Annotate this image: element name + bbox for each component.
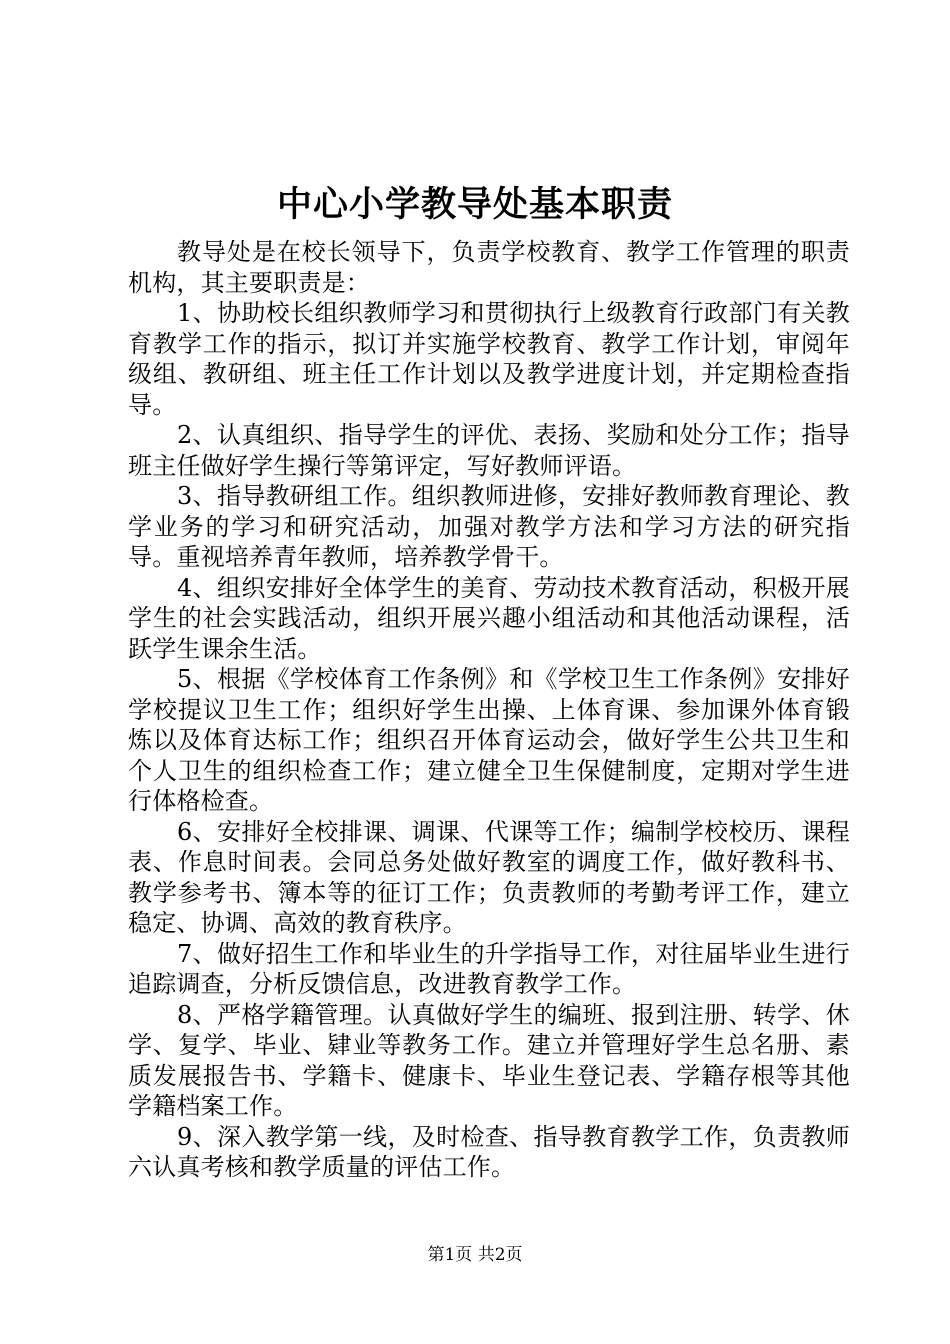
document-body (128, 237, 850, 1183)
duty-paragraph-7: 7、做好招生工作和毕业生的升学指导工作，对往届毕业生进行追踪调查，分析反馈信息，改进教育教学工作。 (128, 939, 850, 998)
duty-paragraph-2: 2、认真组织、指导学生的评优、表扬、奖励和处分工作；指导班主任做好学生操行等第评定，写好教师评语。 (128, 421, 850, 480)
duty-paragraph-4: 4、组织安排好全体学生的美育、劳动技术教育活动，积极开展学生的社会实践活动，组织开展兴趣小组活动和其他活动课程，活跃学生课余生活。 (128, 573, 850, 663)
page-number-footer: 第1页 共2页 (427, 1245, 523, 1265)
duty-paragraph-9: 9、深入教学第一线，及时检查、指导教育教学工作，负责教师六认真考核和教学质量的评估工作。 (128, 1122, 850, 1181)
duty-paragraph-5: 5、根据《学校体育工作条例》和《学校卫生工作条例》安排好学校提议卫生工作；组织好学生出操、上体育课、参加课外体育锻炼以及体育达标工作；组织召开体育运动会，做好学生公共卫生和个人卫生的组织检查工作；建立健全卫生保健制度，定期对学生进行体格检查。 (128, 665, 850, 815)
duty-paragraph-6: 6、安排好全校排课、调课、代课等工作；编制学校校历、课程表、作息时间表。会同总务处做好教室的调度工作，做好教科书、教学参考书、簿本等的征订工作；负责教师的考勤考评工作，建立稳定、协调、高效的教育秩序。 (128, 817, 850, 937)
document-title: 中心小学教导处基本职责 (276, 184, 673, 225)
intro-paragraph: 教导处是在校长领导下，负责学校教育、教学工作管理的职责机构，其主要职责是： (128, 238, 850, 297)
duty-paragraph-3: 3、指导教研组工作。组织教师进修，安排好教师教育理论、教学业务的学习和研究活动，加强对教学方法和学习方法的研究指导。重视培养青年教师，培养教学骨干。 (128, 482, 850, 571)
duty-paragraph-8: 8、严格学籍管理。认真做好学生的编班、报到注册、转学、休学、复学、毕业、肄业等教务工作。建立并管理好学生总名册、素质发展报告书、学籍卡、健康卡、毕业生登记表、学籍存根等其他学籍档案工作。 (128, 1000, 850, 1120)
duty-paragraph-1: 1、协助校长组织教师学习和贯彻执行上级教育行政部门有关教育教学工作的指示，拟订并实施学校教育、教学工作计划，审阅年级组、教研组、班主任工作计划以及教学进度计划，并定期检查指导。 (128, 299, 850, 419)
